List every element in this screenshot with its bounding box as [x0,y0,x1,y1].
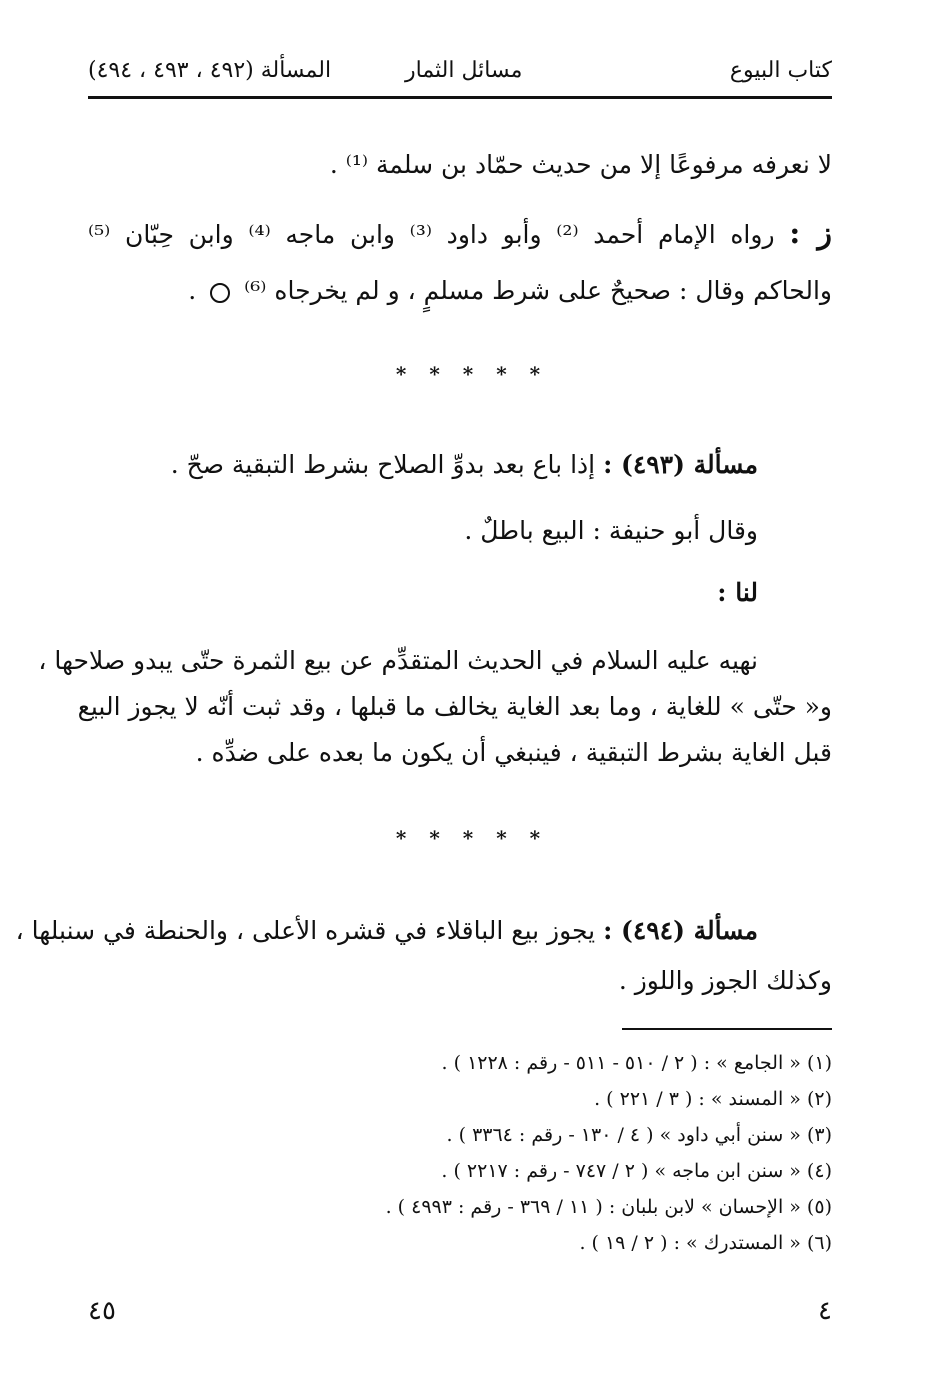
header-rule [88,96,832,99]
footnote-2: (٢) « المسند » : ( ٣ / ٢٢١ ) . [594,1088,832,1110]
para-line-1: نهيه عليه السلام في الحديث المتقدِّم عن بيع الثمرة حتّى يبدو صلاحها ، [38,646,758,675]
footnote-3: (٣) « سنن أبي داود » ( ٤ / ١٣٠ - رقم : ٣٣٦٤ ) . [446,1124,832,1146]
page-number-left: ٤٥ [88,1296,116,1326]
abu-hanifa-line: وقال أبو حنيفة : البيع باطلٌ . [464,516,758,545]
body-line-3 [188,276,832,305]
issue-493-label: مسألة (٤٩٣) : [603,450,758,479]
issue-494-label: مسألة (٤٩٤) : [603,916,758,945]
issue-494-continuation: وكذلك الجوز واللوز . [618,966,832,995]
footnote-5: (٥) « الإحسان » لابن بلبان : ( ١١ / ٣٦٩ - رقم : ٤٩٩٣ ) . [385,1196,832,1218]
z-letter: ز : [789,216,832,251]
footnote-rule [622,1028,832,1030]
section-separator-2: * * * * * [395,826,549,850]
body-line-3-text: والحاكم وقال : صحيحٌ على شرط مسلمٍ ، و لم يخرجاه ⁽⁶⁾ [244,276,832,305]
footnote-4: (٤) « سنن ابن ماجه » ( ٢ / ٧٤٧ - رقم : ٢٢١٧ ) . [441,1160,832,1182]
header-book-title: كتاب البيوع [729,58,832,83]
issue-494-line [15,916,758,945]
end-circle-icon [210,283,230,303]
para-line-2: و« حتّى » للغاية ، وما بعد الغاية يخالف ما قبلها ، وقد ثبت أنّه لا يجوز البيع [77,692,832,721]
lana-heading: لنا : [717,578,758,607]
para-line-3: قبل الغاية بشرط التبقية ، فينبغي أن يكون ما بعده على ضدِّه . [195,738,832,767]
page-number-right: ٤ [818,1296,832,1326]
section-separator-1: * * * * * [395,362,549,386]
body-line-1: لا نعرفه مرفوعًا إلا من حديث حمّاد بن سلمة ⁽¹⁾ . [329,150,832,179]
header-chapter-title: مسائل الثمار [405,58,523,83]
issue-493-text: إذا باع بعد بدوِّ الصلاح بشرط التبقية صحّ . [170,450,596,479]
issue-493-line [171,450,758,479]
footnote-6: (٦) « المستدرك » : ( ٢ / ١٩ ) . [579,1232,832,1254]
header-issue-range: المسألة (٤٩٢ ، ٤٩٣ ، ٤٩٤) [88,58,332,83]
body-line-2-text: رواه الإمام أحمد ⁽²⁾ وأبو داود ⁽³⁾ وابن ماجه ⁽⁴⁾ وابن حِبّان ⁽⁵⁾ [88,220,775,249]
body-line-2 [88,216,832,251]
issue-494-text: يجوز بيع الباقلاء في قشره الأعلى ، والحنطة في سنبلها ، [15,916,596,945]
body-line-3-end: . [188,276,197,305]
footnote-1: (١) « الجامع » : ( ٢ / ٥١٠ - ٥١١ - رقم : ١٢٢٨ ) . [441,1052,832,1074]
